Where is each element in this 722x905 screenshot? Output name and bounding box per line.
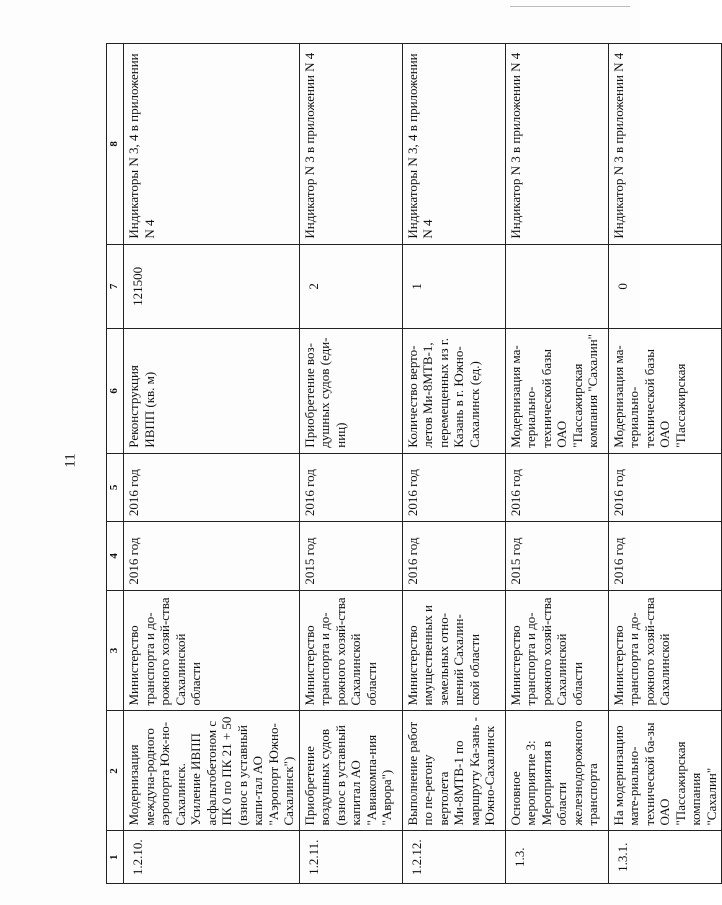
row-end-year: 2016 год [608, 453, 722, 521]
column-number: 4 [107, 522, 124, 590]
row-end-year: 2016 год [124, 453, 300, 521]
row-executor: Министерство транспорта и до-рожного хозяй-ства Сахалинской области [505, 590, 608, 711]
program-table [106, 43, 722, 884]
row-value: 0 [608, 244, 722, 328]
column-number: 2 [107, 711, 124, 831]
row-end-year: 2016 год [299, 453, 402, 521]
column-number: 6 [107, 329, 124, 454]
table-row [505, 44, 608, 884]
row-number: 1.2.10. [124, 831, 300, 884]
row-number: 1.3. [505, 831, 608, 884]
row-name: Выполнение работ по пе-регону вертолета Ми-8МТВ-1 по маршруту Ка-зань - Южно-Сахалинск [402, 711, 505, 831]
row-start-year: 2016 год [124, 522, 300, 590]
row-indicator: Приобретение воз-душных судов (еди-ниц) [299, 329, 402, 454]
column-number: 5 [107, 453, 124, 521]
row-end-year: 2016 год [505, 453, 608, 521]
table-container [106, 44, 719, 884]
row-value: 2 [299, 244, 402, 328]
row-indicator: Модернизация ма-териально-технической базы ОАО "Пассажирская компания "Сахалин" [505, 329, 608, 454]
row-number: 1.2.12. [402, 831, 505, 884]
row-link: Индикаторы N 3, 4 в приложении N 4 [124, 44, 300, 245]
row-number: 1.2.11. [299, 831, 402, 884]
row-value: 121500 [124, 244, 300, 328]
row-link: Индикатор N 3 в приложении N 4 [505, 44, 608, 245]
row-start-year: 2015 год [299, 522, 402, 590]
scan-artifact-line [510, 6, 630, 7]
row-executor: Министерство транспорта и до-рожного хозяй-ства Сахалинской [608, 590, 722, 711]
column-number: 7 [107, 244, 124, 328]
row-value [505, 244, 608, 328]
table-row [402, 44, 505, 884]
column-number: 1 [107, 831, 124, 884]
row-executor: Министерство транспорта и до-рожного хозяй-ства Сахалинской области [299, 590, 402, 711]
table-body [107, 44, 722, 884]
row-indicator: Количество верто-летов Ми-8МТВ-1, перемещенных из г. Казань в г. Южно-Сахалинск (ед.) [402, 329, 505, 454]
row-name: Приобретение воздушных судов (взнос в уставный капитал АО "Авиакомпа-ния "Аврора") [299, 711, 402, 831]
row-indicator: Модернизация ма-териально-технической базы ОАО "Пассажирская [608, 329, 722, 454]
table-row [608, 44, 722, 884]
column-number: 3 [107, 590, 124, 711]
row-end-year: 2016 год [402, 453, 505, 521]
row-indicator: Реконструкция ИВПП (кв. м) [124, 329, 300, 454]
table-row [299, 44, 402, 884]
row-link: Индикатор N 3 в приложении N 4 [608, 44, 722, 245]
table-row [124, 44, 300, 884]
column-number: 8 [107, 44, 124, 245]
row-executor: Министерство имущественных и земельных отно-шений Сахалин-ской области [402, 590, 505, 711]
row-link: Индикатор N 3 в приложении N 4 [299, 44, 402, 245]
row-value: 1 [402, 244, 505, 328]
row-start-year: 2015 год [505, 522, 608, 590]
row-start-year: 2016 год [402, 522, 505, 590]
row-number: 1.3.1. [608, 831, 722, 884]
column-number-row [107, 44, 124, 884]
page-number: 11 [62, 453, 79, 468]
row-name: Основное мероприятие 3: Мероприятия в области железнодорожного транспорта [505, 711, 608, 831]
row-start-year: 2016 год [608, 522, 722, 590]
row-link: Индикаторы N 3, 4 в приложении N 4 [402, 44, 505, 245]
row-name: На модернизацию мате-риально-технической ба-зы ОАО "Пассажирская компания "Сахалин" [608, 711, 722, 831]
row-executor: Министерство транспорта и до-рожного хозяй-ства Сахалинской области [124, 590, 300, 711]
row-name: Модернизация междуна-родного аэропорта Юж-но-Сахалинск. Усиление ИВПП асфальтобетоном с ПК 0 по ПК 21 + 50 (взнос в уставный капи-тал АО "Аэропорт Южно-Сахалинск") [124, 711, 300, 831]
